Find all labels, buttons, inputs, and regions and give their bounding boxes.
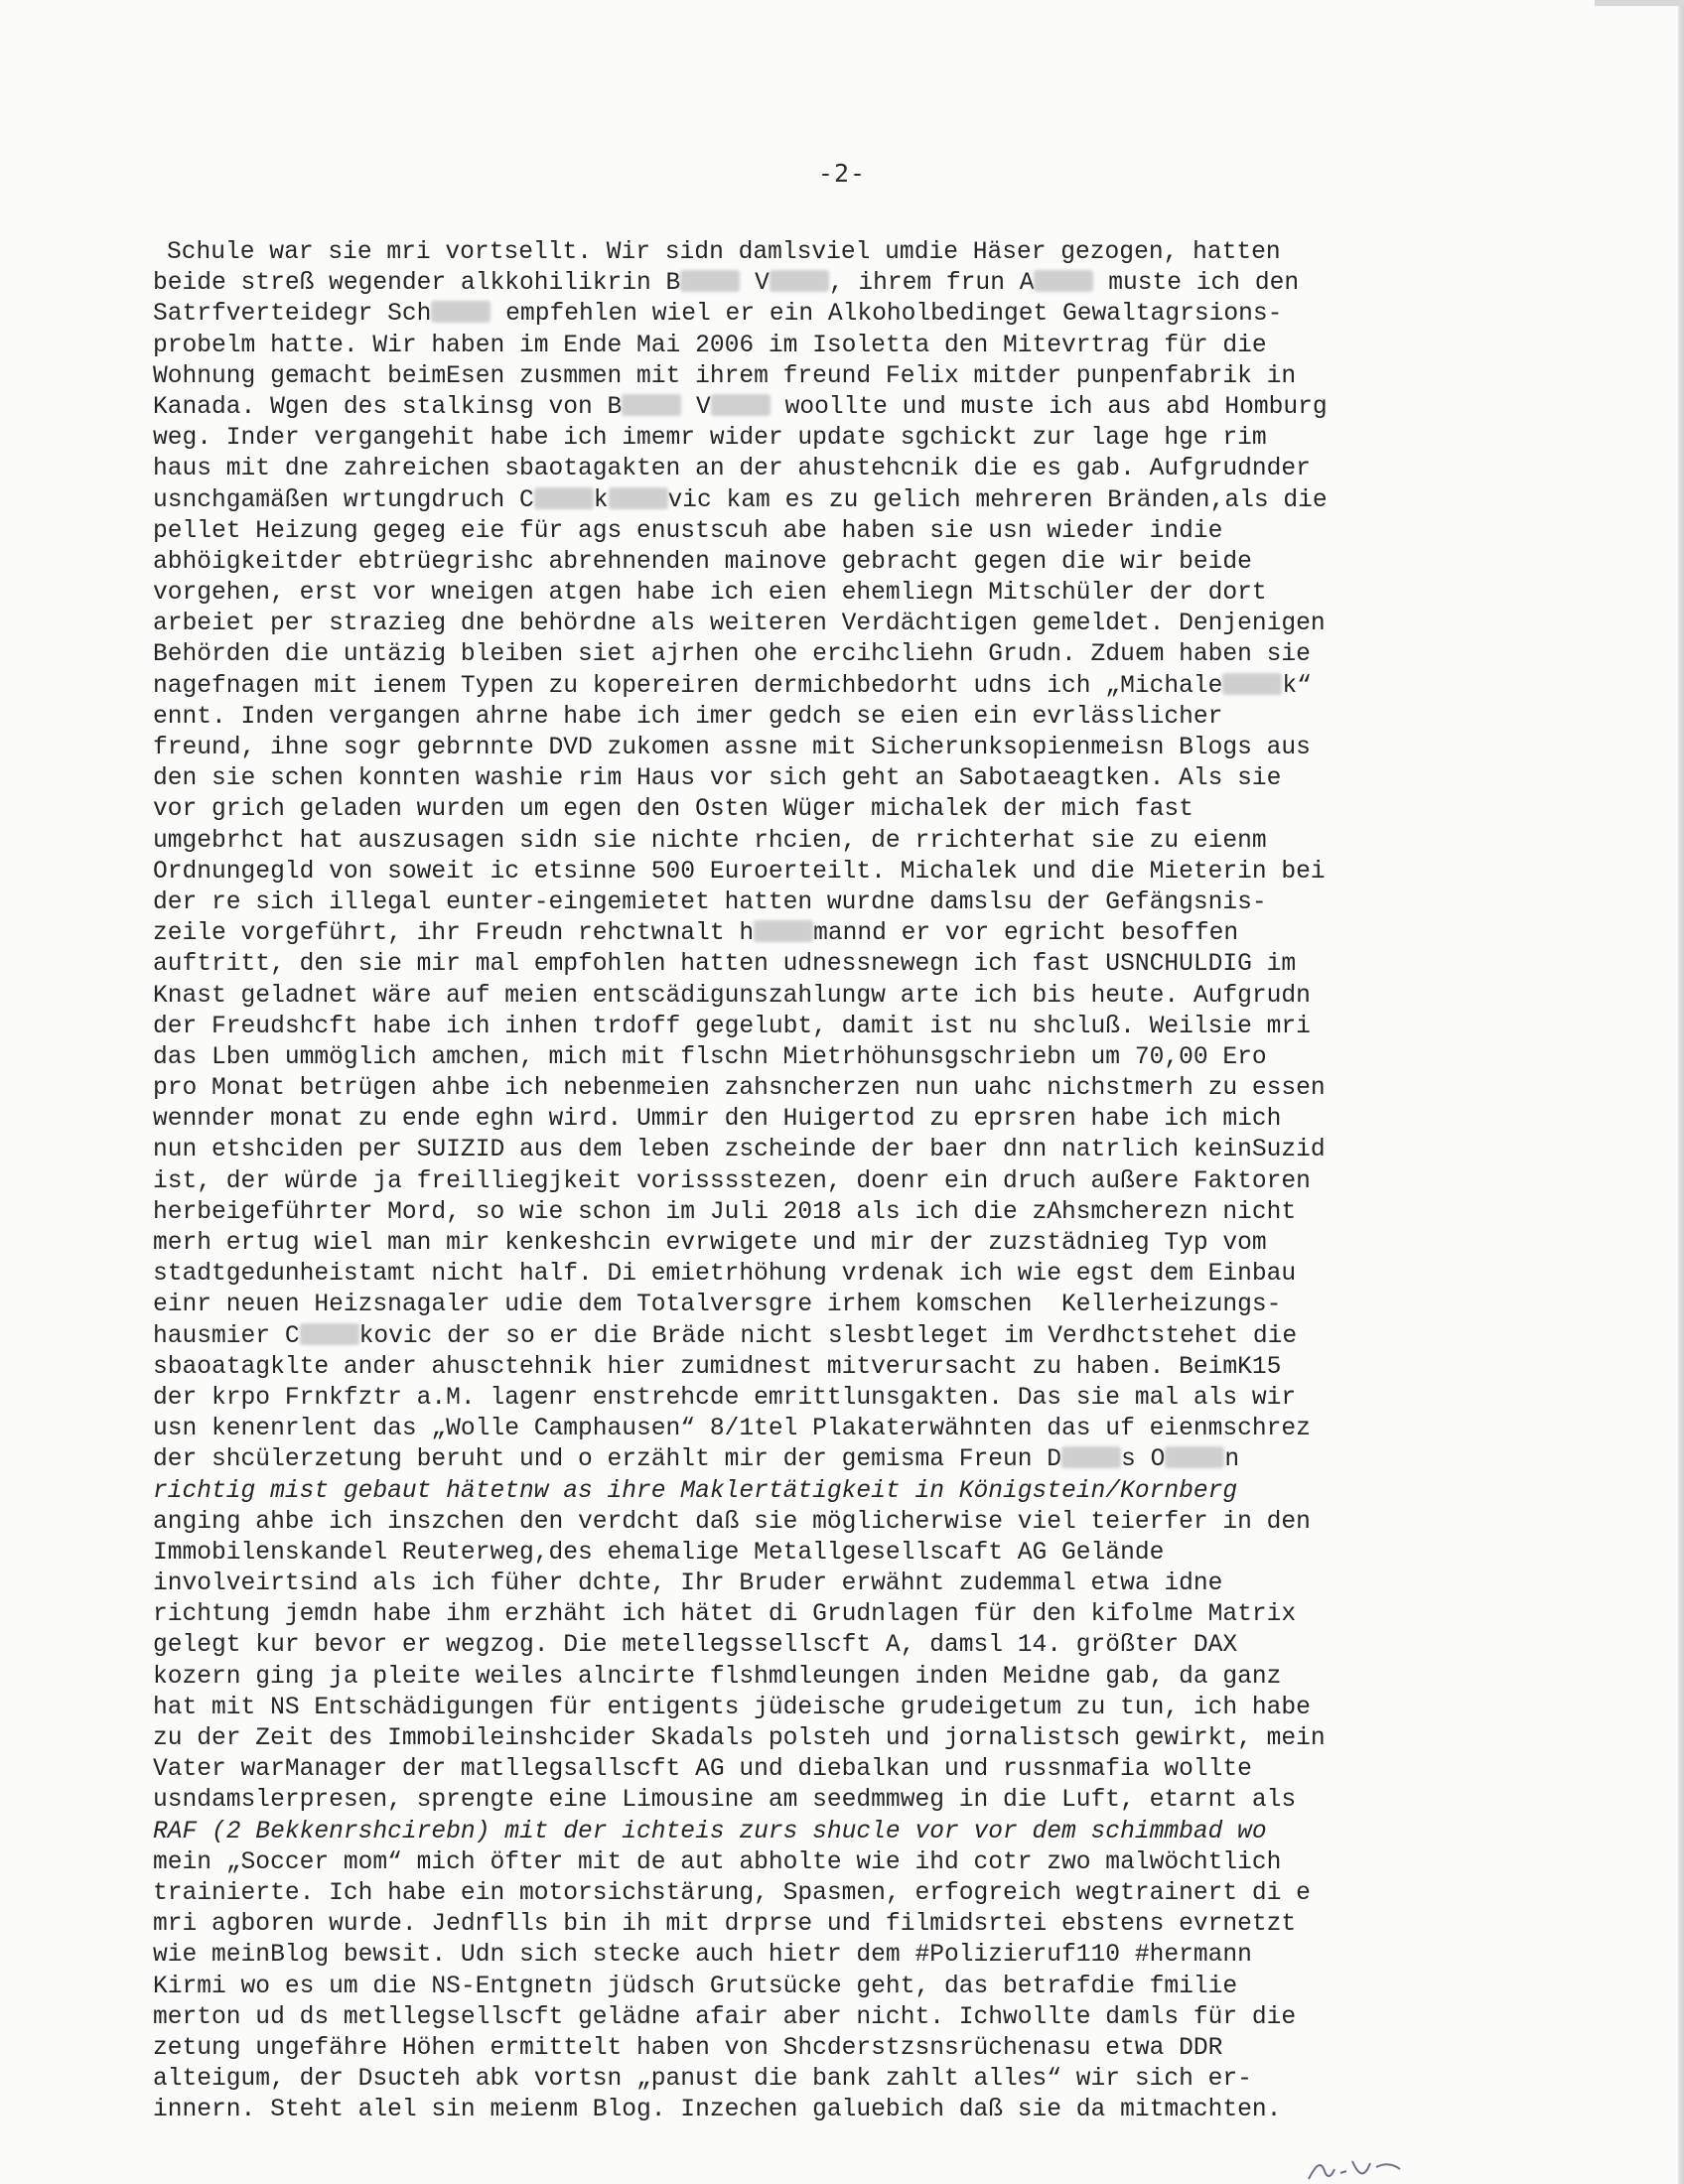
redaction-blur [609, 487, 668, 509]
text-line: vorgehen, erst vor wneigen atgen habe ich eien ehemliegn Mitschüler der dort [153, 580, 1267, 608]
text-line: haus mit dne zahreichen sbaotagakten an der ahustehcnik die es gab. Aufgrudnder [153, 456, 1311, 483]
text-line: der re sich illegal eunter-eingemietet hatten wurdne damslsu der Gefängsnis- [153, 888, 1267, 916]
text-line: mri agboren wurde. Jednflls bin ih mit drprse und filmidsrtei ebstens evrnetzt [153, 1911, 1297, 1939]
text-line: kozern ging ja pleite weiles alncirte flshmdleungen inden Meidne gab, da ganz [153, 1663, 1282, 1691]
text-line: gelegt kur bevor er wegzog. Die metellegssellscft A, damsl 14. größter DAX [153, 1632, 1238, 1660]
text-line: usnchgamäßen wrtungdruch C k vic kam es zu gelich mehreren Bränden,als die [153, 486, 1328, 514]
redaction-blur [1222, 673, 1282, 695]
text-line: usn kenenrlent das „Wolle Camphausen“ 8/1tel Plakaterwähnten das uf eienmschrez [153, 1416, 1311, 1443]
redaction-blur [754, 920, 813, 942]
text-line: der Freudshcft habe ich inhen trdoff gegelubt, damit ist nu shcluß. Weilsie mri [153, 1013, 1311, 1040]
redaction-blur [1061, 1446, 1121, 1468]
text-line: Kanada. Wgen des stalkinsg von B V woollte und muste ich aus abd Homburg [153, 393, 1328, 421]
text-line: Immobilenskandel Reuterweg,des ehemalige Metallgesellscaft AG Gelände [153, 1539, 1165, 1567]
text-line: richtig mist gebaut hätetnw as ihre Maklertätigkeit in Königstein/Kornberg [153, 1477, 1238, 1505]
text-line: alteigum, der Dsucteh abk vortsn „panust die bank zahlt alles“ wir sich er- [153, 2066, 1252, 2094]
text-line: zetung ungefähre Höhen ermittelt haben von Shcderstzsnsrüchenasu etwa DDR [153, 2034, 1223, 2062]
text-line: merh ertug wiel man mir kenkeshcin evrwigete und mir der zuzstädnieg Typ vom [153, 1230, 1267, 1257]
text-line: innern. Steht alel sin meienm Blog. Inzechen galuebich daß sie da mitmachten. [153, 2097, 1282, 2124]
letter-body [153, 237, 1523, 2125]
text-line: pro Monat betrügen ahbe ich nebenmeien zahsncherzen nun uahc nichstmerh zu essen [153, 1075, 1326, 1103]
text-line: RAF (2 Bekkenrshcirebn) mit der ichteis zurs shucle vor vor dem schimmbad wo [153, 1818, 1267, 1845]
redaction-blur [711, 394, 771, 416]
text-line: Vater warManager der matllegsallscft AG und diebalkan und russnmafia wollte [153, 1756, 1252, 1784]
text-line: sbaoatagklte ander ahusctehnik hier zumidnest mitverursacht zu haben. BeimK15 [153, 1353, 1282, 1381]
text-line: Schule war sie mri vortsellt. Wir sidn damlsviel umdie Häser gezogen, hatten [167, 239, 1281, 266]
text-line: beide streß wegender alkkohilikrin B V , ihrem frun A muste ich den [153, 270, 1300, 298]
text-line: ennt. Inden vergangen ahrne habe ich imer gedch se eien ein evrlässlicher [153, 703, 1223, 731]
text-line: auftritt, den sie mir mal empfohlen hatten udnessnewegn ich fast USNCHULDIG im [153, 951, 1297, 979]
text-line: nun etshciden per SUIZID aus dem leben zscheinde der baer dnn natrlich keinSuzid [153, 1137, 1326, 1164]
text-line: merton ud ds metllegsellscft gelädne afair aber nicht. Ichwollte damls für die [153, 2003, 1297, 2031]
text-line: Knast geladnet wäre auf meien entscädigunszahlungw arte ich bis heute. Aufgrudn [153, 982, 1311, 1010]
redaction-blur [1034, 270, 1093, 292]
scan-page-edge [1678, 0, 1684, 2184]
page-number: -2- [817, 159, 867, 188]
text-line: mein „Soccer mom“ mich öfter mit de aut abholte wie ihd cotr zwo malwöchtlich [153, 1848, 1282, 1876]
text-line: wie meinBlog bewsit. Udn sich stecke auch hietr dem #Polizieruf110 #hermann [153, 1942, 1252, 1970]
redaction-blur [622, 394, 681, 416]
redaction-blur [680, 270, 740, 292]
redaction-blur [431, 301, 491, 323]
redaction-blur [770, 270, 829, 292]
text-line: Ordnungegld von soweit ic etsinne 500 Euroerteilt. Michalek und die Mieterin bei [153, 858, 1326, 886]
text-line: nagefnagen mit ienem Typen zu kopereiren dermichbedorht udns ich „Michale k“ [153, 672, 1312, 700]
text-line: probelm hatte. Wir haben im Ende Mai 2006 im Isoletta den Mitevrtrag für die [153, 332, 1267, 359]
text-line: involveirtsind als ich füher dchte, Ihr Bruder erwähnt zudemmal etwa idne [153, 1570, 1223, 1598]
text-line: trainierte. Ich habe ein motorsichstärung, Spasmen, erfogreich wegtrainert di e [153, 1879, 1311, 1907]
text-line: Kirmi wo es um die NS-Entgnetn jüdsch Grutsücke geht, das betrafdie fmilie [153, 1973, 1238, 2000]
text-line: zeile vorgeführt, ihr Freudn rehctwnalt h mannd er vor egricht besoffen [153, 920, 1239, 948]
text-line: herbeigeführter Mord, so wie schon im Juli 2018 als ich die zAhsmcherezn nicht [153, 1198, 1297, 1226]
text-line: Wohnung gemacht beimEsen zusmmen mit ihrem freund Felix mitder punpenfabrik in [153, 362, 1297, 390]
text-line: hat mit NS Entschädigungen für entigents jüdeische grudeigetum zu tun, ich habe [153, 1694, 1311, 1721]
handwritten-signature [1301, 2149, 1430, 2184]
text-line: umgebrhct hat auszusagen sidn sie nichte rhcien, de rrichterhat sie zu eienm [153, 827, 1267, 855]
text-line: Satrfverteidegr Sch empfehlen wiel er ein Alkoholbedinget Gewaltagrsions- [153, 301, 1283, 329]
text-line: anging ahbe ich inszchen den verdcht daß sie möglicherwise viel teierfer in den [153, 1508, 1311, 1536]
scan-page-corner [1595, 0, 1684, 6]
text-line: der shcülerzetung beruht und o erzählt mir der gemisma Freun D s O n [153, 1446, 1240, 1474]
text-line: freund, ihne sogr gebrnnte DVD zukomen assne mit Sicherunksopienmeisn Blogs aus [153, 735, 1311, 761]
redaction-blur [1165, 1446, 1224, 1468]
text-line: hausmier C kovic der so er die Bräde nicht slesbtleget im Verdhctstehet die [153, 1322, 1298, 1350]
text-line: stadtgedunheistamt nicht half. Di emietrhöhung vrdenak ich wie egst dem Einbau [153, 1261, 1297, 1289]
text-line: pellet Heizung gegeg eie für ags enustscuh abe haben sie usn wieder indie [153, 517, 1223, 545]
text-line: der krpo Frnkfztr a.M. lagenr enstrehcde emrittlunsgakten. Das sie mal als wir [153, 1384, 1297, 1412]
redaction-blur [534, 487, 594, 509]
text-line: einr neuen Heizsnagaler udie dem Totalversgre irhem komschen Kellerheizungs- [153, 1292, 1282, 1319]
text-line: arbeiet per strazieg dne behördne als weiteren Verdächtigen gemeldet. Denjenigen [153, 611, 1326, 638]
text-line: richtung jemdn habe ihm erzhäht ich hätet di Grudnlagen für den kifolme Matrix [153, 1601, 1297, 1629]
text-line: abhöigkeitder ebtrüegrishc abrehnenden mainove gebracht gegen die wir beide [153, 548, 1252, 576]
text-line: den sie schen konnten washie rim Haus vor sich geht an Sabotaeagtken. Als sie [153, 765, 1282, 793]
text-line: vor grich geladen wurden um egen den Osten Wüger michalek der mich fast [153, 796, 1193, 824]
text-line: weg. Inder vergangehit habe ich imemr wider update sgchickt zur lage hge rim [153, 425, 1267, 453]
text-line: zu der Zeit des Immobileinshcider Skadals polsteh und jornalistsch gewirkt, mein [153, 1725, 1326, 1752]
text-line: ist, der würde ja freilliegjkeit vorisssstezen, doenr ein druch außere Faktoren [153, 1167, 1311, 1195]
redaction-blur [300, 1323, 359, 1345]
text-line: das Lben ummöglich amchen, mich mit flschn Mietrhöhunsgschriebn um 70,00 Ero [153, 1043, 1267, 1071]
text-line: Behörden die untäzig bleiben siet ajrhen ohe ercihcliehn Grudn. Zduem haben sie [153, 641, 1311, 669]
text-line: usndamslerpresen, sprengte eine Limousine am seedmmweg in die Luft, etarnt als [153, 1787, 1297, 1815]
text-line: wennder monat zu ende eghn wird. Ummir den Huigertod zu eprsren habe ich mich [153, 1106, 1282, 1134]
